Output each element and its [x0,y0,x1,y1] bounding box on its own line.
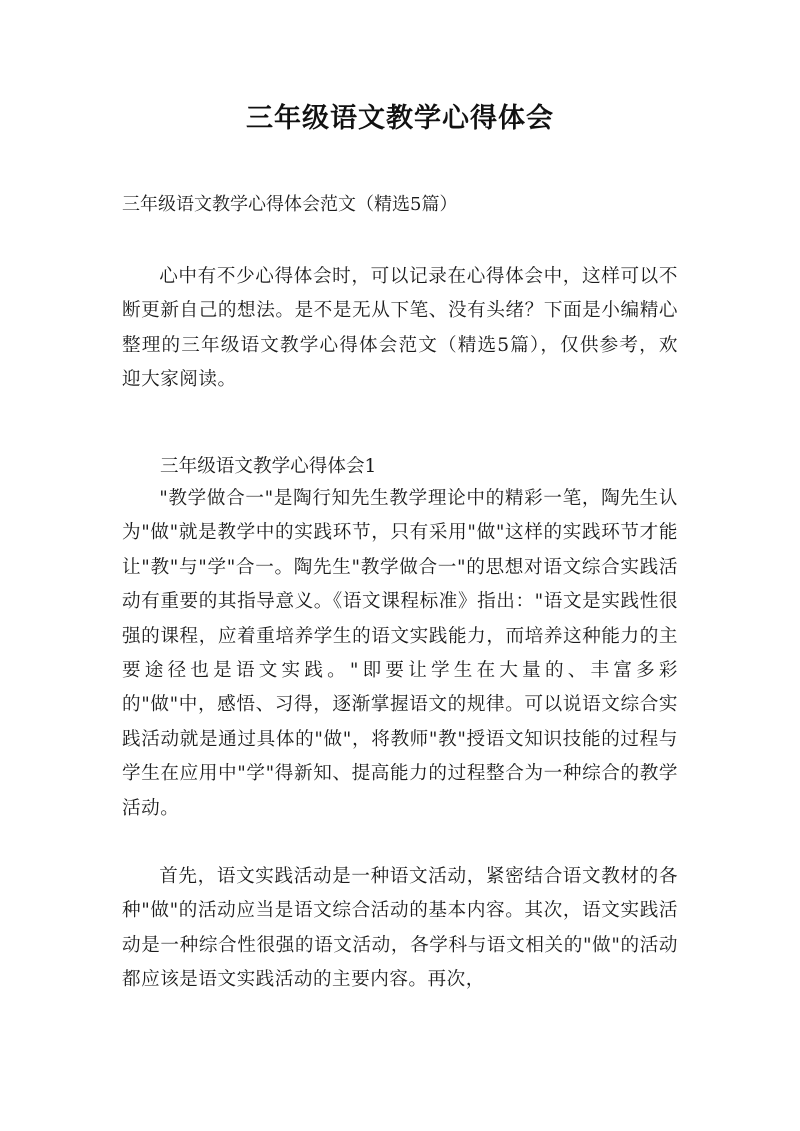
body-paragraph-1: "教学做合一"是陶行知先生教学理论中的精彩一笔，陶先生认为"做"就是教学中的实践环节，只有采用"做"这样的实践环节才能让"教"与"学"合一。陶先生"教学做合一"的思想对语文综合实践活动有重要的其指导意义。《语文课程标准》指出："语文是实践性很强的课程，应着重培养学生的语文实践能力，而培养这种能力的主要途径也是语文实践。"即要让学生在大量的、丰富多彩的"做"中，感悟、习得，逐渐掌握语文的规律。可以说语文综合实践活动就是通过具体的"做"，将教师"教"授语文知识技能的过程与学生在应用中"学"得新知、提高能力的过程整合为一种综合的教学活动。 [122,488,678,819]
intro-paragraph: 心中有不少心得体会时，可以记录在心得体会中，这样可以不断更新自己的想法。是不是无从下笔、没有头绪？下面是小编精心整理的三年级语文教学心得体会范文（精选5篇），仅供参考，欢迎大家阅读。 [122,266,678,391]
document-subtitle: 三年级语文教学心得体会范文（精选5篇） [122,194,458,215]
body-paragraph-2: 首先，语文实践活动是一种语文活动，紧密结合语文教材的各种"做"的活动应当是语文综合活动的基本内容。其次，语文实践活动是一种综合性很强的语文活动，各学科与语文相关的"做"的活动都应该是语文实践活动的主要内容。再次， [122,866,678,991]
section-heading: 三年级语文教学心得体会1 [160,456,377,477]
document-title: 三年级语文教学心得体会 [246,103,554,134]
